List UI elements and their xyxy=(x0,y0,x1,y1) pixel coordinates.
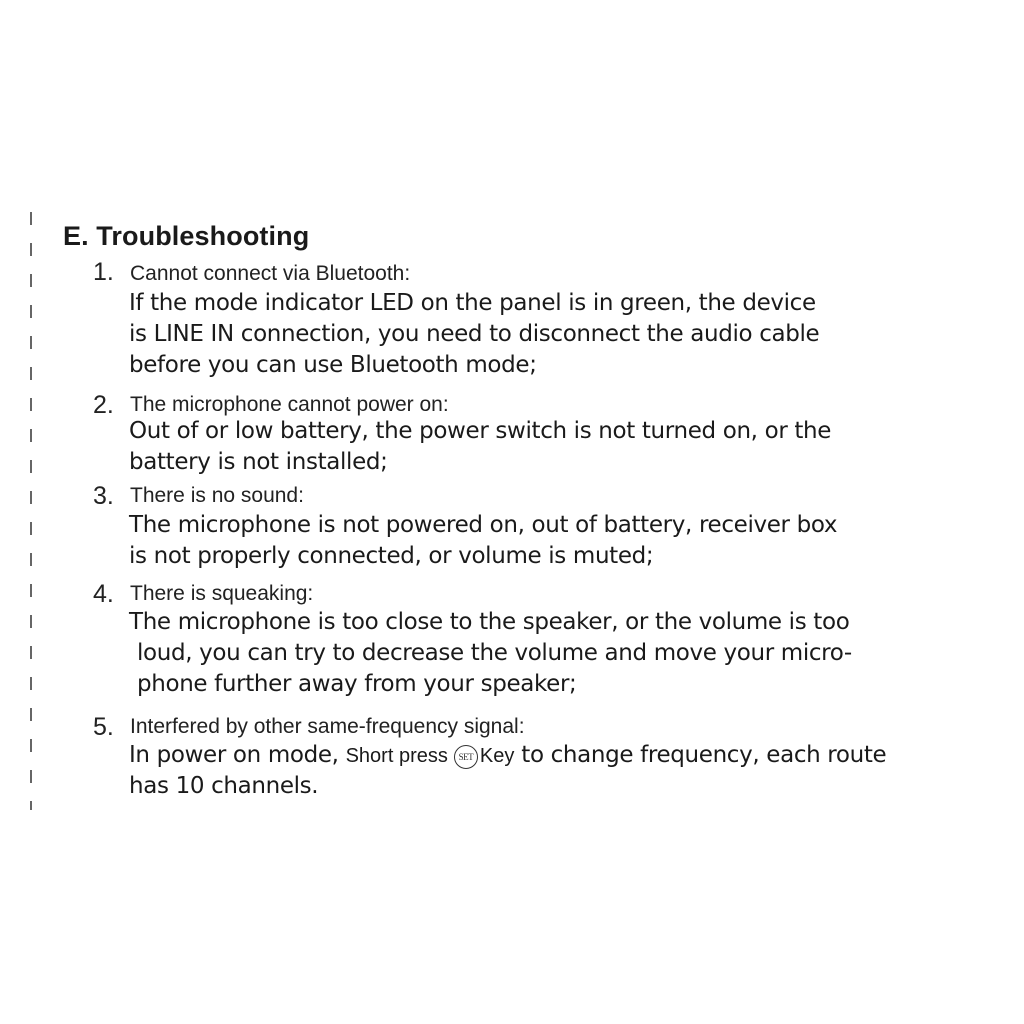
item-number: 2. xyxy=(93,391,114,419)
item-title: There is no sound: xyxy=(130,484,304,507)
item-title: There is squeaking: xyxy=(130,582,314,605)
item-body-line: phone further away from your speaker; xyxy=(137,671,577,697)
item-body-line: Out of or low battery, the power switch is not turned on, or the xyxy=(129,418,832,444)
item-title: The microphone cannot power on: xyxy=(130,393,449,416)
dashed-cut-line-icon xyxy=(30,212,32,810)
item-body-line xyxy=(129,742,886,769)
item-body-line: is not properly connected, or volume is muted; xyxy=(129,543,654,569)
item-body-line: has 10 channels. xyxy=(129,773,319,799)
line-suffix: to change frequency, each route xyxy=(514,742,887,768)
item-body-line: loud, you can try to decrease the volume and move your micro- xyxy=(137,640,852,666)
item-body-line: before you can use Bluetooth mode; xyxy=(129,352,537,378)
item-number: 1. xyxy=(93,258,114,286)
line-prefix: In power on mode, xyxy=(129,742,346,768)
short-press-label: Short press xyxy=(345,745,448,767)
set-key-icon: SET xyxy=(454,745,478,769)
key-label: Key xyxy=(479,745,515,767)
section-heading: E. Troubleshooting xyxy=(63,221,310,251)
item-body-line: The microphone is not powered on, out of battery, receiver box xyxy=(129,512,838,538)
item-body-line: battery is not installed; xyxy=(129,449,388,475)
item-title: Interfered by other same-frequency signal: xyxy=(130,715,525,738)
item-number: 4. xyxy=(93,580,114,608)
item-body-line: is LINE IN connection, you need to disconnect the audio cable xyxy=(129,321,820,347)
item-number: 5. xyxy=(93,713,114,741)
item-body-line: If the mode indicator LED on the panel is in green, the device xyxy=(129,290,816,316)
item-number: 3. xyxy=(93,482,114,510)
item-title: Cannot connect via Bluetooth: xyxy=(130,262,411,285)
item-body-line: The microphone is too close to the speaker, or the volume is too xyxy=(129,609,850,635)
